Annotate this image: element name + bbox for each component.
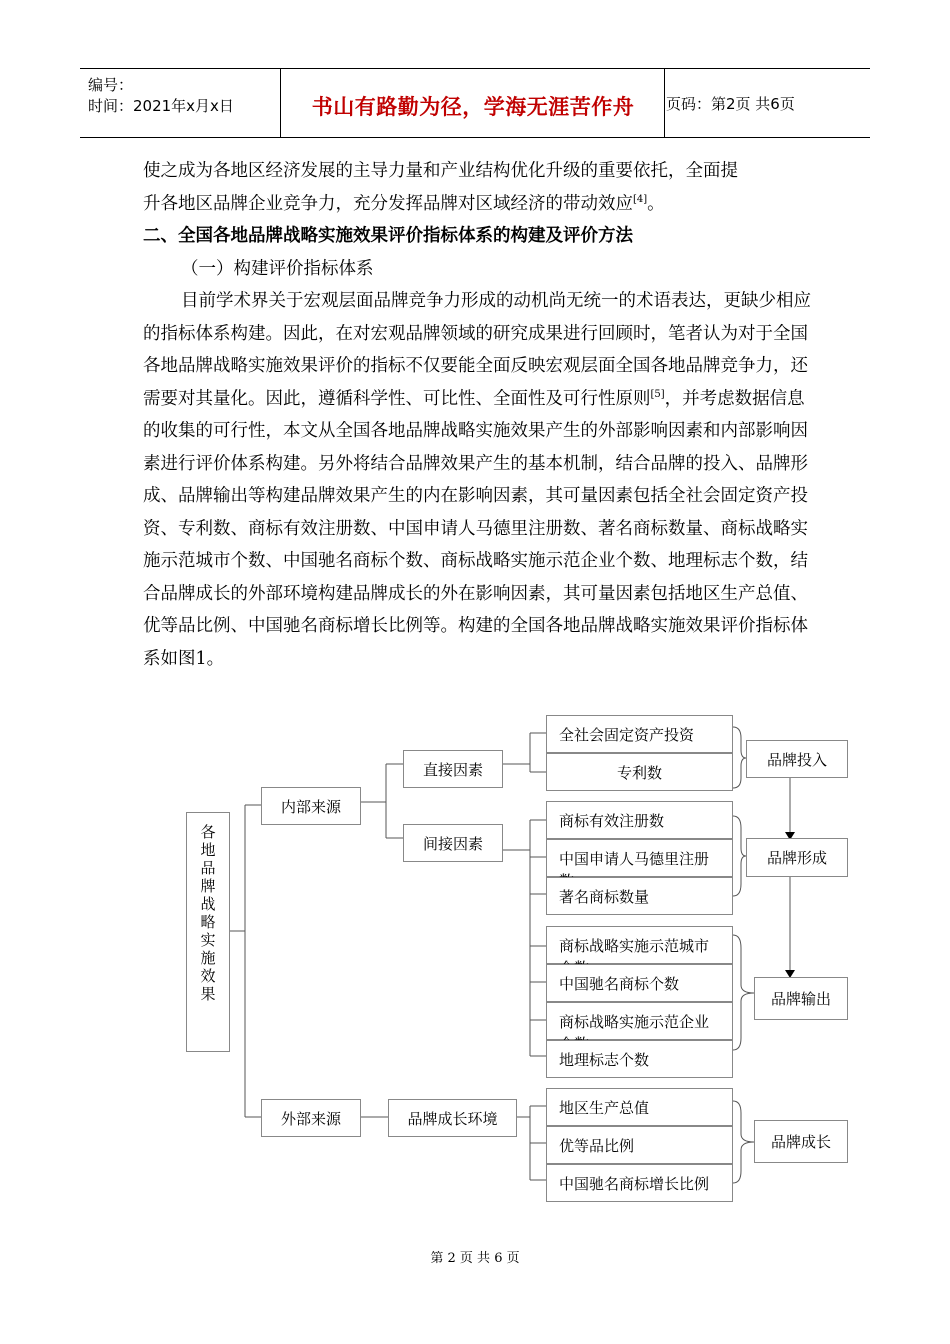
root-char: 地 (200, 841, 216, 859)
brand-formation-box: 品牌形成 (746, 838, 848, 877)
item-famous-trademarks: 著名商标数量 (546, 877, 733, 915)
subsection-heading: （一）构建评价指标体系 (181, 258, 374, 279)
direct-factors-box: 直接因素 (403, 750, 503, 788)
root-char: 战 (200, 895, 216, 913)
page-footer: 第 2 页 共 6 页 (430, 1251, 520, 1266)
root-char: 果 (200, 985, 216, 1003)
paragraph-1-line-2: 升各地区品牌企业竞争力，充分发挥品牌对区域经济的带动效应 (143, 193, 633, 214)
header-motto: 书山有路勤为径，学海无涯苦作舟 (311, 95, 635, 119)
item-wellknown-growth: 中国驰名商标增长比例 (546, 1164, 733, 1202)
root-char: 牌 (200, 877, 216, 895)
brand-growth-box: 品牌成长 (754, 1120, 848, 1163)
external-source-box: 外部来源 (261, 1099, 361, 1137)
item-geo-marks: 地理标志个数 (546, 1040, 733, 1078)
paragraph-1-line-1: 使之成为各地区经济发展的主导力量和产业结构优化升级的重要依托，全面提 (143, 161, 738, 181)
indirect-factors-box: 间接因素 (403, 824, 503, 862)
item-demo-cities: 商标战略实施示范城市 (546, 926, 733, 964)
item-trademark-registrations: 商标有效注册数 (546, 801, 733, 839)
citation-5: [5] (650, 388, 665, 400)
root-char: 各 (200, 823, 216, 841)
diagram-root (186, 812, 230, 1052)
header-time: 时间：2021年x月x日 (88, 97, 234, 115)
item-patents: 专利数 (546, 753, 733, 791)
header-number: 编号： (88, 76, 134, 94)
root-char: 效 (200, 967, 216, 985)
root-char: 实 (200, 931, 216, 949)
brand-input-box: 品牌投入 (746, 740, 848, 778)
root-char: 品 (200, 859, 216, 877)
root-char: 施 (200, 949, 216, 967)
item-quality-ratio: 优等品比例 (546, 1126, 733, 1164)
root-char: 略 (200, 913, 216, 931)
item-fixed-asset: 全社会固定资产投资 (546, 715, 733, 753)
paragraph-2-part-2: ，并考虑数据信息的收集的可行性，本文从全国各地品牌战略实施效果产生的外部影响因素和内部影响因素进行评价体系构建。另外将结合品牌效果产生的基本机制，结合品牌的投入、品牌形成、品牌输出等构建品牌效果产生的内在影响因素，其可量因素包括全社会固定资产投资、专利数、商标有效注册数、中国申请人马德里注册数、著名商标数量、商标战略实施示范城市个数、中国驰名商标个数、商标战略实施示范企业个数、地理标志个数，结合品牌成长的外部环境构建品牌成长的外在影响因素，其可量因素包括地区生产总值、优等品比例、中国驰名商标增长比例等。构建的全国各地品牌战略实施效果评价指标体系如图1。 (143, 388, 808, 669)
paragraph-2-part-1: 目前学术界关于宏观层面品牌竞争力形成的动机尚无统一的术语表达，更缺少相应的指标体系构建。因此，在对宏观品牌领域的研究成果进行回顾时，笔者认为对于全国各地品牌战略实施效果评价的指标不仅要能全面反映宏观层面全国各地品牌竞争力，还需要对其量化。因此，遵循科学性、可比性、全面性及可行性原则 (143, 291, 811, 409)
item-gdp: 地区生产总值 (546, 1088, 733, 1126)
paragraph-1-end: 。 (647, 193, 665, 214)
brand-growth-env-box: 品牌成长环境 (388, 1099, 517, 1137)
section-heading: 二、全国各地品牌战略实施效果评价指标体系的构建及评价方法 (143, 226, 633, 246)
item-demo-enterprises: 商标战略实施示范企业 (546, 1002, 733, 1040)
item-madrid-registrations: 中国申请人马德里注册 (546, 839, 733, 877)
brand-output-box: 品牌输出 (754, 977, 848, 1020)
internal-source-box: 内部来源 (261, 787, 361, 825)
header-page-number: 页码：第2页 共6页 (666, 95, 795, 113)
item-wellknown-trademarks: 中国驰名商标个数 (546, 964, 733, 1002)
citation-4: [4] (633, 193, 648, 205)
